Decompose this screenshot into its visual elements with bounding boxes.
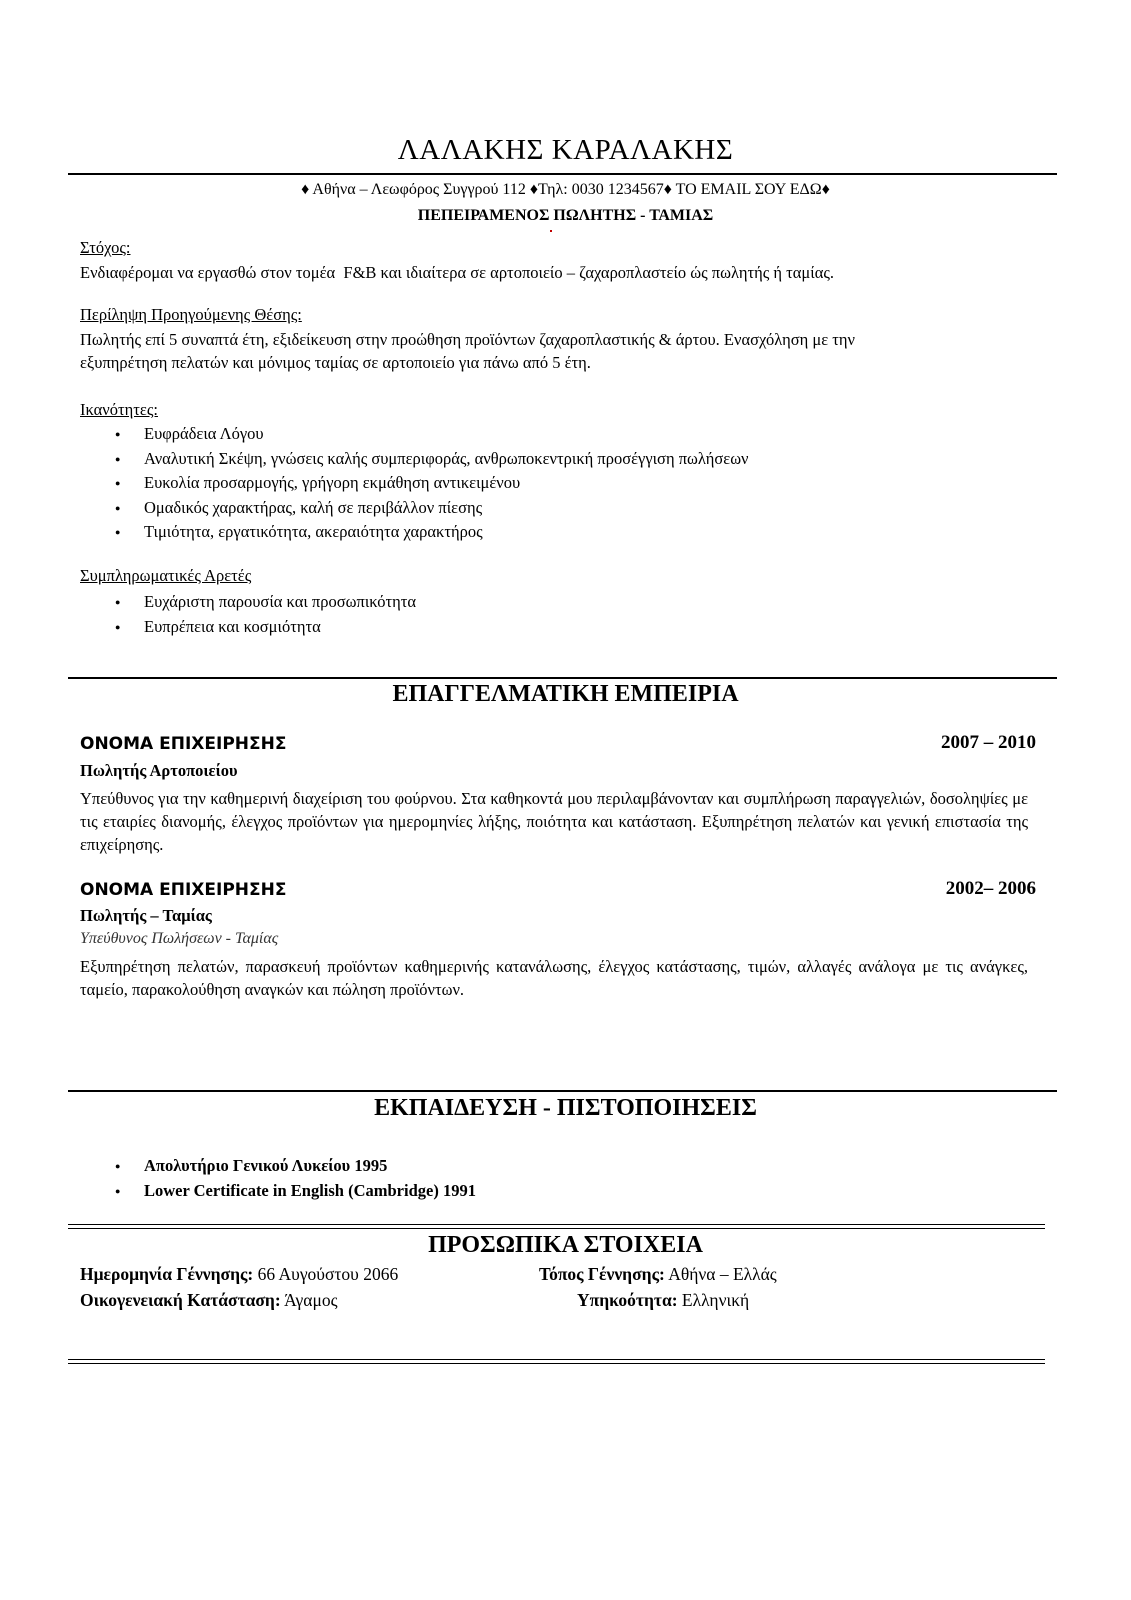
summary-line-1: Πωλητής επί 5 συναπτά έτη, εξιδείκευση στην προώθηση προϊόντων ζαχαροπλαστικής & άρτου. Ενασχόληση με την [80, 330, 855, 349]
education-item: ● Απολυτήριο Γενικού Λυκείου 1995 [80, 1154, 1070, 1179]
footer-rule-1 [68, 1359, 1045, 1360]
birth-date-value: 66 Αυγούστου 2066 [257, 1264, 399, 1284]
birth-place-row [539, 1264, 777, 1285]
skill-item: ● Αναλυτική Σκέψη, γνώσεις καλής συμπεριφοράς, ανθρωποκεντρική προσέγγιση πωλήσεων [80, 447, 1070, 472]
education-heading: ΕΚΠΑΙΔΕΥΣΗ - ΠΙΣΤΟΠΟΙΗΣΕΙΣ [374, 1095, 757, 1121]
skill-item: ● Ευκολία προσαρμογής, γρήγορη εκμάθηση αντικειμένου [80, 471, 1070, 496]
summary-line-2: εξυπηρέτηση πελατών και μόνιμος ταμίας σε αρτοποιείο για πάνω από 5 έτη. [80, 353, 591, 372]
job-years: 2002– 2006 [945, 878, 1036, 899]
birth-place-value: Αθήνα – Ελλάς [668, 1264, 777, 1284]
virtue-item: ● Ευχάριστη παρουσία και προσωπικότητα [80, 590, 1070, 615]
skill-item: ● Τιμιότητα, εργατικότητα, ακεραιότητα χαρακτήρος [80, 520, 1070, 545]
job-title: Πωλητής – Ταμίας [80, 906, 212, 925]
birth-date-row [80, 1264, 398, 1285]
objective-label: Στόχος: [80, 238, 131, 257]
citizenship-label: Υπηκοότητα: [577, 1290, 678, 1310]
role-title: ΠΕΠΕΙΡΑΜΕΝΟΣ ΠΩΛΗΤΗΣ - ΤΑΜΙΑΣ [417, 207, 714, 224]
virtue-item: ● Ευπρέπεια και κοσμιότητα [80, 615, 1070, 640]
summary-label: Περίληψη Προηγούμενης Θέσης: [80, 305, 302, 324]
skill-item: ● Ευφράδεια Λόγου [80, 422, 1070, 447]
footer-rule-2 [68, 1363, 1045, 1364]
objective-text: Ενδιαφέρομαι να εργασθώ στον τομέα F&B και ιδιαίτερα σε αρτοποιείο – ζαχαροπλαστείο ώς πωλητής ή ταμίας. [80, 263, 835, 282]
education-item: ● Lower Certificate in English (Cambridge) 1991 [80, 1179, 1070, 1204]
header-rule [68, 173, 1057, 175]
education-list [80, 1154, 1070, 1203]
citizenship-value: Ελληνική [681, 1290, 750, 1310]
job-company: ΟΝΟΜΑ ΕΠΙΧΕΙΡΗΣΗΣ [80, 734, 287, 754]
experience-heading: ΕΠΑΓΓΕΛΜΑΤΙΚΗ ΕΜΠΕΙΡΙΑ [392, 681, 739, 707]
citizenship-row [577, 1290, 749, 1311]
marital-row [80, 1290, 338, 1311]
birth-place-label: Τόπος Γέννησης: [539, 1264, 665, 1284]
virtues-label: Συμπληρωματικές Αρετές [80, 566, 252, 585]
marital-label: Οικογενειακή Κατάσταση: [80, 1290, 281, 1310]
personal-rule-top-1 [68, 1224, 1045, 1225]
job-title: Πωλητής Αρτοποιείου [80, 761, 238, 780]
personal-rule-top-2 [68, 1228, 1045, 1229]
candidate-name: ΛΑΛΑΚΗΣ ΚΑΡΑΛΑΚΗΣ [397, 134, 734, 166]
skills-list [80, 422, 1070, 545]
birth-date-label: Ημερομηνία Γέννησης: [80, 1264, 254, 1284]
personal-heading: ΠΡΟΣΩΠΙΚΑ ΣΤΟΙΧΕΙΑ [428, 1232, 703, 1258]
job-description: Εξυπηρέτηση πελατών, παρασκευή προϊόντων καθημερινής κατανάλωσης, έλεγχος κατάστασης, τιμών, αλλαγές ανάλογα με τις ανάγκες, ταμείο, παρακολούθηση αναγκών και πώληση προϊόντων. [80, 957, 1028, 999]
job-subtitle: Υπεύθυνος Πωλήσεων - Ταμίας [80, 930, 279, 947]
skill-item: ● Ομαδικός χαρακτήρας, καλή σε περιβάλλον πίεσης [80, 496, 1070, 521]
contact-line: ♦ Αθήνα – Λεωφόρος Συγγρού 112 ♦Τηλ: 0030 1234567♦ ΤΟ EMAIL ΣΟΥ ΕΔΩ♦ [301, 181, 830, 198]
skills-label: Ικανότητες: [80, 400, 158, 419]
job-years: 2007 – 2010 [941, 732, 1036, 753]
job-description: Υπεύθυνος για την καθημερινή διαχείριση του φούρνου. Στα καθηκοντά μου περιλαμβάνονταν και συμπλήρωση παραγγελιών, δοσοληψίες με τις εταιρίες διανομής, έλεγχος προϊόντων για ημερομηνίες λήξης, ποιότητα και κατάσταση. Εξυπηρέτηση πελατών και γενική επιστασία της επιχείρησης. [80, 789, 1028, 854]
stray-red-dot [550, 230, 552, 232]
education-rule [68, 1090, 1057, 1092]
virtues-list [80, 590, 1070, 639]
marital-value: Άγαμος [284, 1290, 338, 1310]
experience-rule [68, 677, 1057, 679]
job-company: ΟΝΟΜΑ ΕΠΙΧΕΙΡΗΣΗΣ [80, 880, 287, 900]
